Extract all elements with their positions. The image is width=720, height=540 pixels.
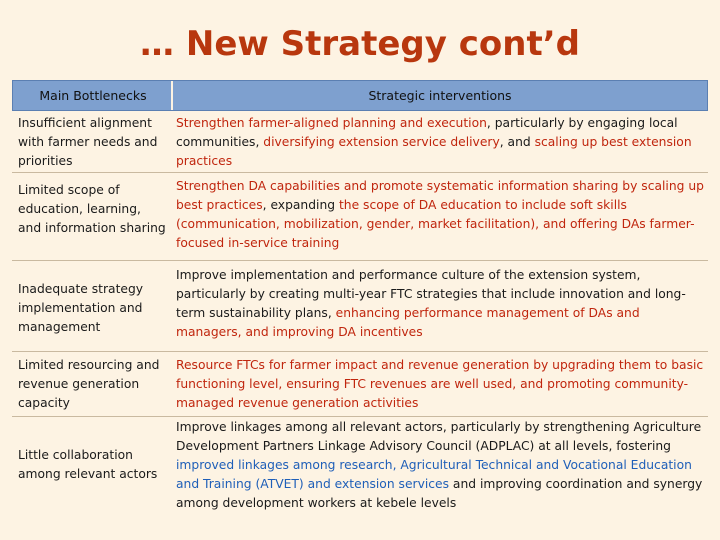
row-divider bbox=[12, 172, 708, 173]
intervention-cell bbox=[176, 266, 704, 342]
highlighted-text: Strengthen DA capabilities and promote systematic information sharing by scaling up best practices bbox=[176, 179, 704, 212]
bottleneck-cell: Inadequate strategy implementation and management bbox=[18, 282, 144, 334]
highlighted-text: enhancing performance management of DAs and managers, and improving DA incentives bbox=[176, 306, 640, 339]
bottleneck-cell: Limited resourcing and revenue generation capacity bbox=[18, 358, 160, 410]
intervention-text: and improving coordination and synergy among development workers at kebele levels bbox=[176, 477, 703, 510]
intervention-text: Improve implementation and performance culture of the extension system, particularly by creating multi-year FTC strategies that include innovation and long-term sustainability plans, bbox=[176, 268, 686, 320]
intervention-cell bbox=[176, 418, 704, 513]
intervention-text: , expanding bbox=[262, 198, 339, 212]
intervention-text: , and bbox=[499, 135, 535, 149]
intervention-cell bbox=[176, 114, 704, 171]
header-main-bottlenecks: Main Bottlenecks bbox=[39, 88, 147, 103]
intervention-cell bbox=[176, 177, 704, 253]
slide-title: … New Strategy cont’d bbox=[140, 24, 580, 64]
highlighted-text: diversifying extension service delivery bbox=[263, 135, 500, 149]
strategy-table bbox=[12, 80, 708, 538]
header-strategic-interventions: Strategic interventions bbox=[368, 88, 512, 103]
row-divider bbox=[12, 351, 708, 352]
intervention-text: , particularly by engaging local communities, bbox=[176, 116, 678, 149]
highlighted-text: scaling up best extension practices bbox=[176, 135, 692, 168]
highlighted-text: Resource FTCs for farmer impact and revenue generation by upgrading them to basic functioning level, ensuring FTC revenues are well used, and promoting community-managed revenue generation activities bbox=[176, 358, 704, 410]
highlighted-text: improved linkages among research, Agricultural Technical and Vocational Education and Training (ATVET) and extension services bbox=[176, 458, 692, 491]
row-divider bbox=[12, 260, 708, 261]
highlighted-text: the scope of DA education to include soft skills (communication, mobilization, gender, market facilitation), and offering DAs farmer-focused in-service training bbox=[176, 198, 695, 250]
intervention-cell bbox=[176, 356, 704, 413]
table-header bbox=[12, 80, 708, 111]
bottleneck-cell: Limited scope of education, learning, and information sharing bbox=[18, 183, 166, 235]
row-divider bbox=[12, 416, 708, 417]
bottleneck-cell: Little collaboration among relevant actors bbox=[18, 448, 158, 481]
intervention-text: Improve linkages among all relevant actors, particularly by strengthening Agriculture Development Partners Linkage Advisory Council (ADPLAC) at all levels, fostering bbox=[176, 420, 702, 453]
highlighted-text: Strengthen farmer-aligned planning and execution bbox=[176, 116, 487, 130]
bottleneck-cell: Insufficient alignment with farmer needs and priorities bbox=[18, 116, 158, 168]
